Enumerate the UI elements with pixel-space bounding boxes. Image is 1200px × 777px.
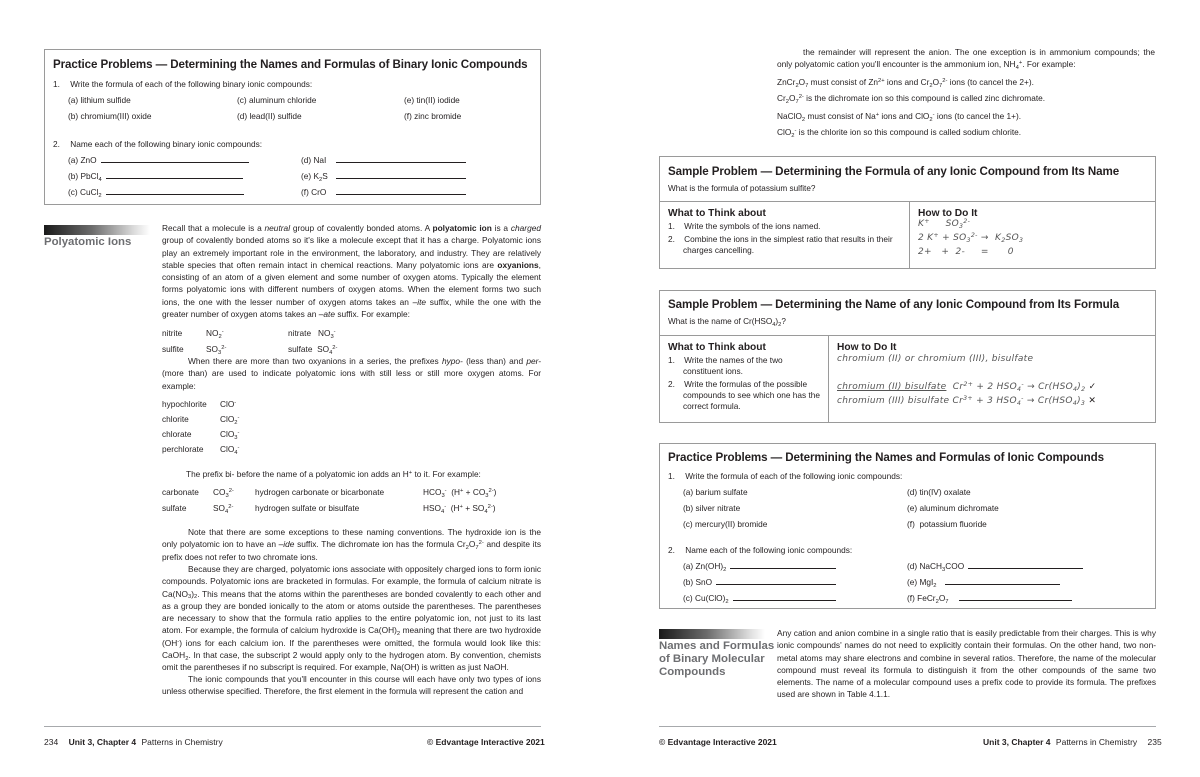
practice-binary-title: Practice Problems — Determining the Names and Formulas of Binary Ionic Compounds [53, 58, 528, 71]
q1-item-a: (a) barium sulfate [683, 487, 748, 497]
hypo-per-paragraph: When there are more than two oxyanions in a series, the prefixes hypo- (less than) and per- (more than) are used to indicate polyatomic ions with still less or still more oxygen atoms. For example: [162, 356, 542, 391]
sample2-title: Sample Problem — Determining the Name of any Ionic Compound from Its Formula [668, 298, 1120, 311]
handwritten-option-correct: chromium (II) bisulfate $Cr^{2+} + 2$ $HSO_4^- \to Cr(HSO_4)_2$ ✓ [837, 380, 1097, 393]
page-number: 235 [1147, 737, 1162, 747]
handwritten-line: 2+ + 2- = 0 [918, 247, 1014, 257]
q2-item-f: (f) CrO [301, 187, 466, 198]
ion-formula: $NO_2^-$ [206, 328, 224, 340]
q1-prompt: 1. Write the formula of each of the following ionic compounds: [668, 471, 903, 481]
think-step-1: 1. Write the symbols of the ions named. [668, 221, 821, 231]
practice-ionic-title: Practice Problems — Determining the Names and Formulas of Ionic Compounds [668, 451, 1104, 464]
polyatomic-intro-paragraph: Recall that a molecule is a neutral group of covalently bonded atoms. A polyatomic ion is a charged group of covalently bonded atoms so it's like a molecule except that it has a charge. Polyatomic ions play an extremely important role in the environment, the laboratory, and industry. They are relatively stable species that often remain intact in chemical reactions. Many polyatomic ions are oxyanions, consisting of an atom of a given element and some number of oxygen atoms. Typically the element forms polyatomic ions with different numbers of oxygen atoms. When the element forms two such ions, the one with the lesser number of oxygen atoms takes an –ite suffix, while the one with the greater number of oxygen atoms takes an –ate suffix. For example: [162, 223, 542, 320]
ion-formula: ClO$_2$- [220, 414, 240, 426]
footer-chapter: Patterns in Chemistry [1055, 737, 1138, 747]
q1-item-d: (d) lead(II) sulfide [237, 111, 302, 121]
q2-item-b: (b) PbCl$_4$ [68, 171, 243, 182]
sample1-question: What is the formula of potassium sulfite? [668, 184, 816, 193]
think-step-1: 1. Write the names of the two constituent ions. [668, 355, 783, 376]
answer-blank[interactable] [101, 155, 249, 163]
q2-item-e: (e) MgI$_2$ [907, 577, 1060, 588]
footer-copyright: © Edvantage Interactive 2021 [427, 737, 545, 747]
section-bar [659, 629, 765, 639]
practice-ionic-box [659, 443, 1156, 609]
handwritten-line: 2 $K^+ + SO_3^{2-} \to K_2SO_3$ [918, 231, 1024, 244]
q2-item-d: (d) NaCH$_3$COO [907, 561, 1083, 572]
answer-blank[interactable] [945, 577, 1060, 585]
exceptions-paragraph: Note that there are some exceptions to these naming conventions. The hydroxide ion is the only polyatomic ion to have an –ide suffix. The dichromate ion has the formula $Cr_2O_7^{2-}$ and despite its prefix does not refer to two chromate ions. [162, 527, 541, 562]
q2-item-f: (f) $FeCr_2O_7$ [907, 593, 1072, 604]
footer-rule [659, 726, 1156, 727]
answer-blank[interactable] [733, 593, 836, 601]
footer-chapter: Patterns in Chemistry [141, 737, 223, 747]
q1-item-b: (b) silver nitrate [683, 503, 741, 513]
q1-item-f: (f) zinc bromide [404, 111, 462, 121]
q1-item-e: (e) tin(II) iodide [404, 95, 460, 105]
q2-item-a: (a) ZnO [68, 155, 249, 166]
q1-item-c: (c) aluminum chloride [237, 95, 317, 105]
q2-item-a: (a) $Zn(OH)_2$ [683, 561, 836, 572]
how-heading: How to Do It [918, 208, 978, 219]
ion-formula: ClO- [220, 399, 237, 409]
ion-formula: ClO$_4$- [220, 444, 240, 456]
q1-item-c: (c) mercury(II) bromide [683, 519, 768, 529]
ion-row-sulfate: sulfate $SO_4^{2-}$ [288, 344, 338, 356]
bi-row-carbonate: carbonate [162, 487, 199, 497]
divider [660, 335, 1155, 336]
q1-prompt [53, 79, 312, 90]
think-heading: What to Think about [668, 342, 766, 353]
ion-row-sulfite: sulfite [162, 344, 184, 354]
footer-unit: Unit 3, Chapter 4 [68, 737, 137, 747]
ion-formula: $SO_4^{2-}$ [213, 503, 234, 515]
bi-prefix-text: The prefix bi- before the name of a polyatomic ion adds an H+ to it. For example: [186, 469, 481, 479]
bi-description: hydrogen carbonate or bicarbonate [255, 487, 385, 497]
right-page [600, 0, 1200, 777]
example-line: ClO$_2$- is the chlorite ion so this compound is called sodium chlorite. [777, 127, 1022, 139]
answer-blank[interactable] [730, 561, 836, 569]
sample-problem-2-box [659, 290, 1156, 423]
answer-blank[interactable] [959, 593, 1072, 601]
answer-blank[interactable] [716, 577, 836, 585]
answer-blank[interactable] [336, 155, 466, 163]
q2-prompt: 2. Name each of the following ionic compounds: [668, 545, 853, 555]
q1-item-b: (b) chromium(III) oxide [68, 111, 152, 121]
think-step-2: 2. Write the formulas of the possible compounds to see which one has the correct formula. [668, 379, 820, 411]
q2-item-e: (e) $K_2S$ [301, 171, 466, 182]
handwritten-line: chromium (II) or chromium (III), bisulfate [837, 354, 1034, 364]
section-heading-polyatomic-ions: Polyatomic Ions [44, 236, 132, 248]
footer-copyright: © Edvantage Interactive 2021 [659, 737, 777, 747]
bi-description: hydrogen sulfate or bisulfate [255, 503, 360, 513]
chlorine-row-chlorite: chlorite [162, 414, 189, 424]
answer-blank[interactable] [106, 171, 243, 179]
q2-item-d: (d) NaI [301, 155, 466, 166]
sample-problem-1-box [659, 156, 1156, 269]
divider [909, 201, 910, 269]
how-heading: How to Do It [837, 342, 897, 353]
think-step-2: 2. Combine the ions in the simplest ratio that results in their charges cancelling. [668, 234, 893, 255]
ion-row-nitrite: nitrite [162, 328, 183, 338]
q1-item-e: (e) aluminum dichromate [907, 503, 999, 513]
ion-formula: ClO$_3$- [220, 429, 240, 441]
ion-row-nitrate: nitrate $NO_3^-$ [288, 328, 336, 340]
footer-rule [44, 726, 541, 727]
q1-prompt-text: Write the formula of each of the following binary ionic compounds: [70, 79, 313, 89]
answer-blank[interactable] [106, 187, 244, 195]
bi-result: $HSO_4^-$ $(H^+ + SO_4^{2-})$ [423, 503, 496, 515]
bi-result: $HCO_3^-$ $(H^+ + CO_3^{2-})$ [423, 487, 497, 499]
bi-row-sulfate: sulfate [162, 503, 187, 513]
handwritten-option-wrong: chromium (III) bisulfate $Cr^{3+} + 3$ $HSO_4^- \to Cr(HSO_4)_3$ ✕ [837, 394, 1097, 407]
q1-item-f: (f) potassium fluoride [907, 519, 987, 529]
chlorine-row-perchlorate: perchlorate [162, 444, 204, 454]
section-bar [44, 225, 150, 235]
example-line: NaClO$_2$ must consist of Na+ ions and ClO$_2$- ions (to cancel the 1+). [777, 111, 1022, 123]
x-mark-icon: ✕ [1088, 396, 1097, 406]
ion-formula: $CO_3^{2-}$ [213, 487, 234, 499]
handwritten-line: K+ $SO_3^{2-}$ [918, 217, 971, 230]
section-heading-binary-molecular: Names and Formulas of Binary Molecular Compounds [659, 640, 775, 678]
example-line: $ZnCr_2O_7$ must consist of $Zn^{2+}$ ions and $Cr_2O_7^{2-}$ ions (to cancel the 2+). [777, 77, 1034, 89]
binary-molecular-paragraph: Any cation and anion combine in a single ratio that is easily predictable from their charges. This is why ionic compounds' names do not need to explicitly contain their formulas. On the other hand, two non-metal atoms may share electrons and combine in several ratios. Therefore, the name of the molecular compound must reveal its formula to distinguish it from the other compounds of the same two elements. The name of a molecular compound uses a prefix code to provide its formula. The prefixes used are shown in Table 4.1.1. [777, 628, 1156, 700]
q1-item-d: (d) tin(IV) oxalate [907, 487, 971, 497]
sample2-question: What is the name of $Cr(HSO_4)_2$? [668, 317, 786, 328]
answer-blank[interactable] [968, 561, 1083, 569]
chlorine-row-hypochlorite: hypochlorite [162, 399, 207, 409]
example-line: $Cr_2O_7^{2-}$ is the dichromate ion so this compound is called zinc dichromate. [777, 93, 1046, 105]
two-types-paragraph: The ionic compounds that you'll encounter in this course will each have only two types of ions unless otherwise specified. Therefore, the first element in the formula will represent the cation and [162, 674, 541, 697]
chlorine-row-chlorate: chlorate [162, 429, 192, 439]
sample1-title: Sample Problem — Determining the Formula of any Ionic Compound from Its Name [668, 165, 1120, 178]
q2-item-b: (b) SnO [683, 577, 836, 588]
answer-blank[interactable] [336, 171, 466, 179]
divider [660, 201, 1155, 202]
practice-binary-box [44, 49, 541, 205]
footer-right [983, 737, 1162, 748]
q2-item-c: (c) $Cu(ClO)_2$ [683, 593, 836, 604]
ion-formula: $SO_3^{2-}$ [206, 344, 227, 356]
bracket-paragraph: Because they are charged, polyatomic ions associate with oppositely charged ions to form ionic compounds. Polyatomic ions are bracketed in formulas. For example, the formula of calcium nitrate is $Ca(NO_3)_2$. This means that the atoms within the parentheses are bonded covalently to each other and as a group they are bonded ionically to the atom or atoms outside the parentheses. The parentheses are necessary to show that the formula ratio applies to the entire polyatomic ion, not just to its last atom. For example, the formula of calcium hydroxide is $Ca(OH)_2$ meaning that there are two hydroxide (OH-) ions for each calcium ion. If the parentheses were omitted, the formula would look like this: CaOH$_2$. In that case, the subscript 2 would apply only to the hydrogen atom. By convention, chemists omit the parentheses if no subscript is required. For example, Na(OH) is written as just NaOH. [162, 564, 541, 673]
q1-item-a: (a) lithium sulfide [68, 95, 131, 105]
check-mark-icon: ✓ [1088, 382, 1097, 392]
think-heading: What to Think about [668, 208, 766, 219]
answer-blank[interactable] [336, 187, 466, 195]
page-number: 234 [44, 737, 59, 747]
q2-prompt: 2. Name each of the following binary ionic compounds: [53, 139, 263, 149]
q2-item-c: (c) CuCl$_2$ [68, 187, 244, 198]
footer-unit: Unit 3, Chapter 4 [983, 737, 1051, 747]
continuation-paragraph: the remainder will represent the anion. The one exception is in ammonium compounds; the only polyatomic cation you'll encounter is the ammonium ion, $NH_4^+$. For example: [777, 47, 1155, 72]
divider [828, 335, 829, 423]
footer-left [44, 737, 223, 748]
q1-number: 1. [53, 79, 60, 89]
